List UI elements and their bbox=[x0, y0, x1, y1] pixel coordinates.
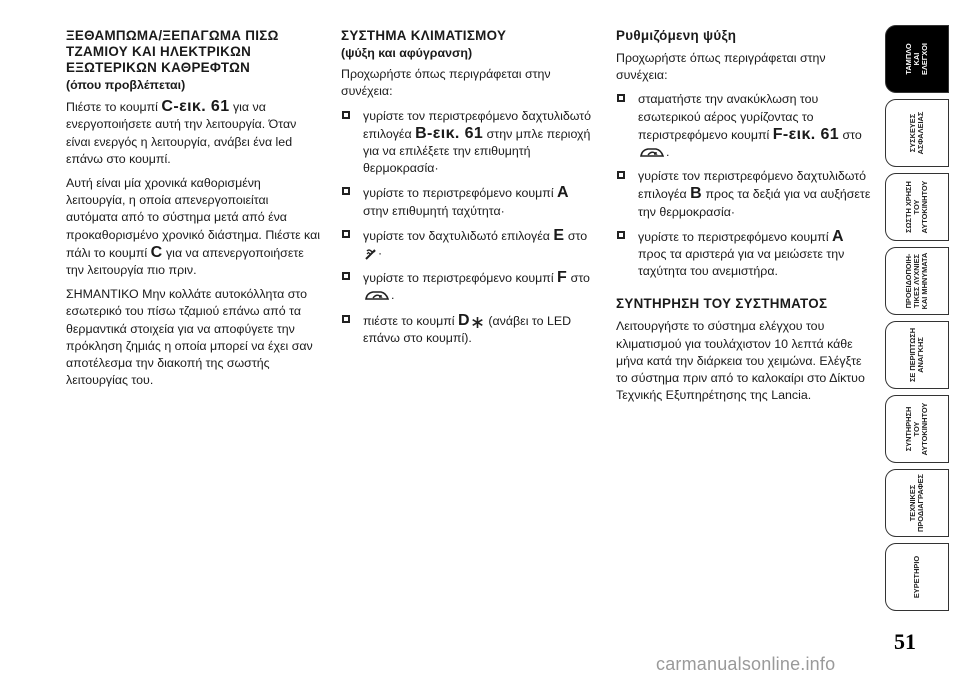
section-heading-adjustable-cooling: Ρυθμιζόμενη ψύξη bbox=[616, 28, 737, 43]
list-item: γυρίστε το περιστρεφόμενο κουμπί F στο . bbox=[341, 269, 597, 304]
column-rear-window-demist bbox=[66, 28, 322, 396]
paragraph: Πιέστε το κουμπί C-εικ. 61 για να ενεργοποιήσετε αυτή την λειτουργία. Όταν είναι ενεργός η λειτουργία, ανάβει ένα led επάνω στο κουμπί. bbox=[66, 98, 297, 166]
paragraph: Λειτουργήστε το σύστημα ελέγχου του κλιματισμού για τουλάχιστον 10 λεπτά κάθε μήνα κατά την διάρκεια του χειμώνα. Ελέγξτε το σύστημα πριν από το καλοκαίρι στο Δίκτυο Τεχνικής Εξυπηρέτησης της Lancia. bbox=[616, 319, 865, 403]
button-reference: C-εικ. 61 bbox=[161, 98, 230, 116]
section-heading-system-maintenance: ΣΥΝΤΗΡΗΣΗ ΤΟΥ ΣΥΣΤΗΜΑΤΟΣ bbox=[616, 296, 828, 312]
section-subheading: (ψύξη και αφύγρανση) bbox=[341, 46, 473, 60]
list-item: γυρίστε το περιστρεφόμενο κουμπί A προς τα αριστερά για να μειώσετε την ταχύτητα του ανεμιστήρα. bbox=[616, 228, 872, 281]
windscreen-demist-icon bbox=[364, 247, 377, 261]
square-bullet-icon bbox=[617, 94, 625, 102]
square-bullet-icon bbox=[342, 111, 350, 119]
section-subheading: (όπου προβλέπεται) bbox=[66, 78, 186, 92]
square-bullet-icon bbox=[342, 187, 350, 195]
square-bullet-icon bbox=[342, 230, 350, 238]
list-item: γυρίστε τον περιστρεφόμενο δαχτυλιδωτό επιλογέα B προς τα δεξιά για να αυξήσετε την θερμοκρασία· bbox=[616, 168, 872, 221]
list-item: πιέστε το κουμπί D (ανάβει το LED επάνω στο κουμπί). bbox=[341, 312, 597, 347]
button-reference: C bbox=[150, 243, 163, 261]
tab-safety-devices[interactable]: ΣΥΣΚΕΥΕΣ ΑΣΦΑΛΕΙΑΣ bbox=[885, 99, 949, 167]
instruction-list bbox=[616, 91, 872, 280]
list-item: γυρίστε το περιστρεφόμενο κουμπί A στην επιθυμητή ταχύτητα· bbox=[341, 184, 597, 219]
tab-emergency[interactable]: ΣΕ ΠΕΡΙΠΤΩΣΗ ΑΝΑΓΚΗΣ bbox=[885, 321, 949, 389]
section-heading-ac: ΣΥΣΤΗΜΑ ΚΛΙΜΑΤΙΣΜΟΥ bbox=[341, 28, 507, 43]
list-item: γυρίστε τον περιστρεφόμενο δαχτυλιδωτό επιλογέα B-εικ. 61 στην μπλε περιοχή για να επιλέξετε την επιθυμητή θερμοκρασία· bbox=[341, 108, 597, 178]
watermark: carmanualsonline.info bbox=[656, 654, 836, 674]
square-bullet-icon bbox=[342, 315, 350, 323]
air-conditioning-snowflake-icon bbox=[471, 316, 484, 329]
tab-maintenance[interactable]: ΣΥΝΤΗΡΗΣΗ ΤΟΥ ΑΥΤΟΚΙΝΗΤΟΥ bbox=[885, 395, 949, 463]
paragraph-important: ΣΗΜΑΝΤΙΚΟ Μην κολλάτε αυτοκόλλητα στο εσωτερικό του πίσω τζαμιού επάνω από τα θερμαντικά στοιχεία για να αποφύγετε την πρόκληση ζημιάς η οποία μπορεί να έχει σαν αποτέλεσμα την διακοπή της σωστής λειτουργίας του. bbox=[66, 287, 313, 388]
list-item: γυρίστε τον δαχτυλιδωτό επιλογέα E στο · bbox=[341, 227, 597, 262]
instruction-list bbox=[341, 108, 597, 347]
square-bullet-icon bbox=[617, 171, 625, 179]
recirculation-car-icon bbox=[364, 289, 390, 303]
tab-dashboard-controls[interactable]: ΤΑΜΠΛΟ ΚΑΙ ΕΛΕΓΧΟΙ bbox=[885, 25, 949, 93]
tab-technical-specs[interactable]: ΤΕΧΝΙΚΕΣ ΠΡΟΔΙΑΓΡΑΦΕΣ bbox=[885, 469, 949, 537]
page-number: 51 bbox=[894, 629, 916, 654]
intro-text: Προχωρήστε όπως περιγράφεται στην συνέχεια: bbox=[341, 67, 551, 99]
column-adjustable-cooling bbox=[616, 28, 872, 411]
square-bullet-icon bbox=[617, 231, 625, 239]
tab-warning-lights[interactable]: ΠΡΟΕΙΔΟΠΟΙΗ- ΤΙΚΕΣ ΛΥΧΝΙΕΣ ΚΑΙ ΜΗΝΥΜΑΤΑ bbox=[885, 247, 949, 315]
recirculation-car-icon bbox=[639, 146, 665, 160]
chapter-tabs bbox=[885, 25, 949, 617]
list-item: σταματήστε την ανακύκλωση του εσωτερικού αέρος γυρίζοντας το περιστρεφόμενο κουμπί F-εικ. 61 στο . bbox=[616, 91, 872, 161]
column-air-conditioning bbox=[341, 28, 597, 354]
paragraph: Αυτή είναι μία χρονικά καθορισμένη λειτουργία, η οποία απενεργοποιείται αυτόματα από το σύστημα μετά από ένα προκαθορισμένο χρονικό διάστημα. Πιέστε και πάλι το κουμπί C για να απενεργοποιήσετε την λειτουργία πιο πριν. bbox=[66, 176, 321, 278]
intro-text: Προχωρήστε όπως περιγράφεται στην συνέχεια: bbox=[616, 51, 826, 83]
tab-index[interactable]: ΕΥΡΕΤΗΡΙΟ bbox=[885, 543, 949, 611]
square-bullet-icon bbox=[342, 272, 350, 280]
section-heading-rear-demist: ΞΕΘΑΜΠΩΜΑ/ΞΕΠΑΓΩΜΑ ΠΙΣΩ ΤΖΑΜΙΟΥ ΚΑΙ ΗΛΕΚΤΡΙΚΩΝ ΕΞΩΤΕΡΙΚΩΝ ΚΑΘΡΕΦΤΩΝ bbox=[66, 28, 279, 75]
tab-correct-use[interactable]: ΣΩΣΤΗ ΧΡΗΣΗ ΤΟΥ ΑΥΤΟΚΙΝΗΤΟΥ bbox=[885, 173, 949, 241]
